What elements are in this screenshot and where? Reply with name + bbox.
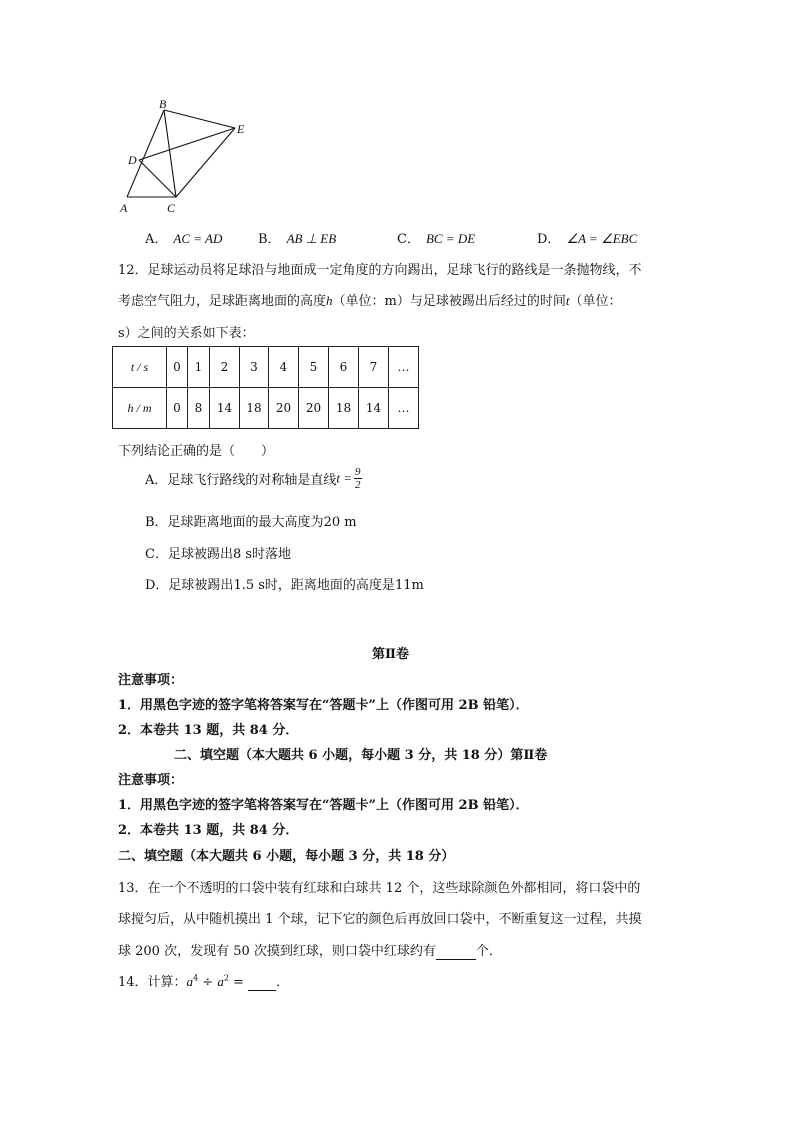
table-cell: 1 [188, 347, 210, 388]
q13-text: 球 200 次，发现有 50 次摸到红球，则口袋中红球约有 [118, 944, 436, 959]
exponent: 4 [193, 973, 199, 983]
table-cell: 0 [167, 388, 188, 429]
geometry-figure [110, 95, 260, 220]
var-a: a [217, 974, 224, 989]
section-heading-centered: 二、填空题（本大题共 6 小题，每小题 3 分，共 18 分）第Ⅱ卷 [174, 748, 548, 763]
part2-title: 第Ⅱ卷 [372, 647, 409, 662]
option-letter: C． [397, 232, 420, 247]
fraction-denominator: 2 [355, 479, 361, 491]
q11-option-d[interactable] [537, 228, 637, 247]
table-cell: 14 [359, 388, 389, 429]
table-cell: 2 [210, 347, 240, 388]
notice-item-1: 1．用黑色字迹的签字笔将答案写在“答题卡”上（作图可用 2B 铅笔）． [118, 798, 529, 813]
q12-line-1: 12．足球运动员将足球沿与地面成一定角度的方向踢出，足球飞行的路线是一条抛物线，不 [118, 263, 642, 278]
notice-item-2: 2．本卷共 13 题，共 84 分． [118, 723, 299, 738]
q12-line-2a: 考虑空气阻力，足球距离地面的高度 [118, 294, 327, 309]
operator: ÷ [198, 975, 218, 990]
q12-line-2 [118, 290, 621, 309]
notice-heading: 注意事项： [118, 773, 184, 788]
label-e: E [237, 122, 245, 136]
q12-line-3: s）之间的关系如下表： [118, 326, 255, 341]
option-letter: D． [537, 232, 561, 247]
table-cell: 3 [240, 347, 269, 388]
table-cell: … [389, 388, 419, 429]
table-cell: 18 [240, 388, 269, 429]
q12-option-b[interactable] [145, 511, 357, 530]
table-cell: 7 [359, 347, 389, 388]
option-value: 8 s [232, 547, 253, 562]
q12-option-d[interactable] [145, 574, 424, 593]
q12-prompt: 下列结论正确的是（ ） [118, 444, 275, 459]
table-cell: 18 [329, 388, 359, 429]
option-text: C．足球被踢出 [145, 547, 233, 562]
equals: = [228, 975, 249, 990]
exponent: 2 [223, 973, 229, 983]
var-a: a [186, 974, 194, 989]
q13-line-2: 球搅匀后，从中随机摸出 1 个球，记下它的颜色后再放回口袋中，不断重复这一过程，共摸 [118, 912, 642, 927]
option-value: 20 m [323, 515, 357, 530]
notice-item-2: 2．本卷共 13 题，共 84 分． [118, 823, 299, 838]
answer-blank[interactable] [436, 944, 476, 960]
option-text: 时，距离地面的高度是 [264, 578, 395, 593]
option-var: t = [336, 470, 353, 486]
table-cell: 20 [269, 388, 299, 429]
label-d: D [128, 153, 137, 167]
table-row [113, 347, 419, 388]
option-letter: B． [258, 232, 281, 247]
q13-line-3 [118, 940, 502, 960]
notice-heading: 注意事项： [118, 673, 184, 688]
label-a: A [120, 201, 128, 215]
table-cell: … [389, 347, 419, 388]
q12-line-2b: （单位：m）与足球被踢出后经过的时间 [332, 294, 566, 309]
option-value: 1.5 s [233, 578, 265, 593]
q14-line [118, 971, 289, 991]
option-expr: AC = AD [173, 231, 223, 246]
q11-option-a[interactable] [145, 228, 222, 247]
table-row [113, 388, 419, 429]
var-h: h [326, 293, 333, 308]
q12-option-c[interactable] [145, 543, 291, 562]
section-heading: 二、填空题（本大题共 6 小题，每小题 3 分，共 18 分） [118, 849, 455, 864]
q14-label: 14．计算： [118, 975, 187, 990]
option-text: 时落地 [252, 547, 292, 562]
notice-item-1: 1．用黑色字迹的签字笔将答案写在“答题卡”上（作图可用 2B 铅笔）． [118, 698, 529, 713]
table-cell: 20 [299, 388, 329, 429]
option-text: D．足球被踢出 [145, 578, 234, 593]
option-text: B．足球距离地面的最大高度为 [145, 515, 324, 530]
option-expr: AB ⊥ EB [286, 231, 337, 246]
q13-text-end: 个． [475, 944, 502, 959]
option-expr: ∠A = ∠EBC [566, 231, 638, 246]
answer-blank[interactable] [248, 975, 276, 991]
q11-option-b[interactable] [258, 228, 336, 247]
q12-line-2c: （单位： [569, 294, 622, 309]
table-cell: 6 [329, 347, 359, 388]
fraction-numerator: 9 [355, 466, 361, 478]
table-header-t: t / s [113, 347, 167, 388]
table-cell: 0 [167, 347, 188, 388]
var-t: t [565, 293, 570, 308]
option-text: A．足球飞行路线的对称轴是直线 [145, 473, 337, 488]
q13-line-1: 13．在一个不透明的口袋中装有红球和白球共 12 个，这些球除颜色外都相同，将口袋中的 [118, 881, 641, 896]
table-cell: 4 [269, 347, 299, 388]
table-header-h: h / m [113, 388, 167, 429]
option-letter: A． [145, 232, 168, 247]
q11-option-c[interactable] [397, 228, 475, 247]
table-cell: 5 [299, 347, 329, 388]
fraction [354, 466, 362, 491]
option-expr: BC = DE [425, 231, 476, 246]
q12-option-a[interactable] [145, 466, 362, 491]
table-cell: 14 [210, 388, 240, 429]
label-b: B [159, 97, 167, 111]
option-value: 11m [394, 578, 424, 593]
table-cell: 8 [188, 388, 210, 429]
q12-table [112, 346, 419, 429]
label-c: C [167, 201, 176, 215]
q14-end: ． [276, 975, 290, 990]
